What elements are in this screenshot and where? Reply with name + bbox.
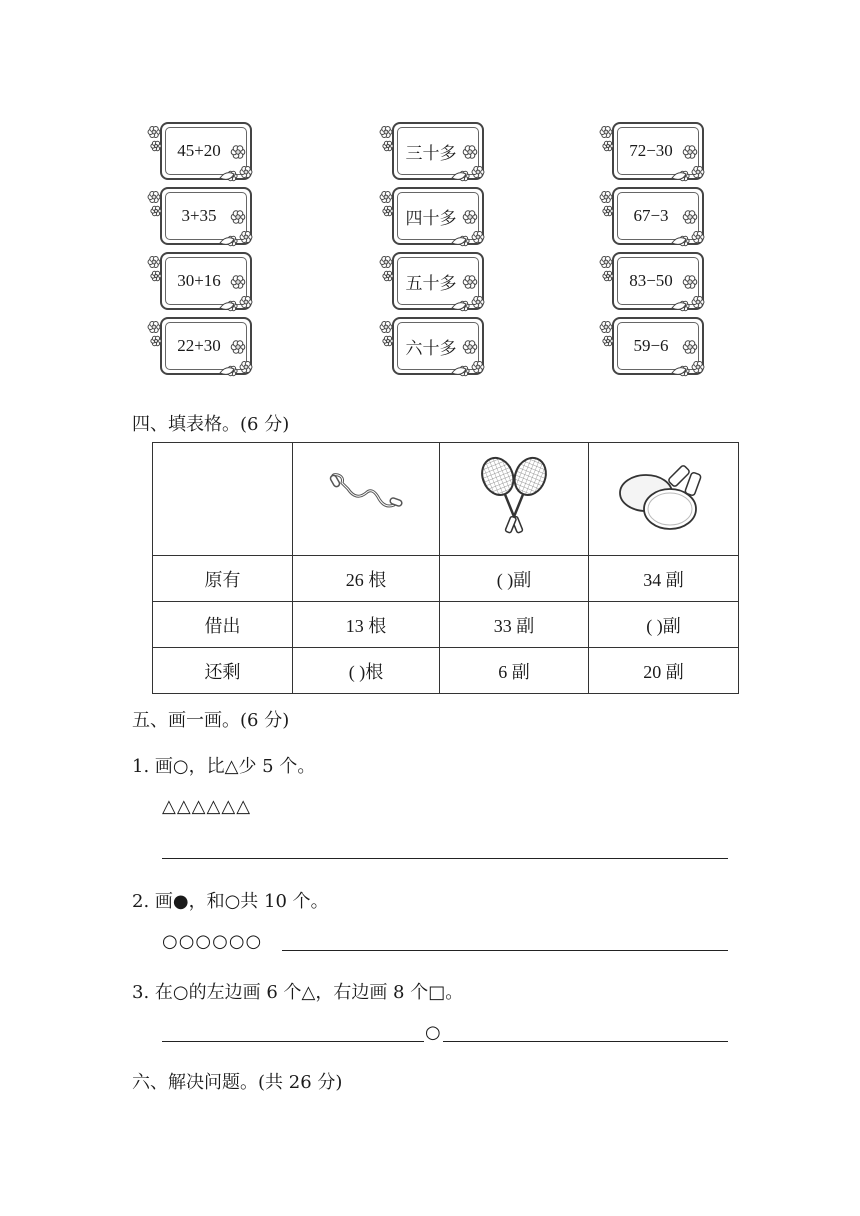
flower-decoration-icon [0,0,860,400]
fill-table [152,442,739,694]
card-text: 四十多 [405,208,457,228]
section-4-title: 四、填表格。(6 分) [132,414,290,435]
jump-rope-icon [326,467,406,527]
card-text: 五十多 [405,273,457,293]
card-text: 59−6 [633,336,669,355]
table-cell: 34 副 [589,556,739,602]
card-text: 三十多 [405,143,457,163]
card-text: 83−50 [629,271,673,290]
center-circle: ○ [425,1022,442,1043]
table-header-cell [293,443,440,556]
card-text: 3+35 [181,206,217,225]
answer-line-1[interactable] [162,858,728,859]
answer-line-3-left[interactable] [162,1041,424,1042]
section-5-title: 五、画一画。(6 分) [132,710,290,731]
row-label: 原有 [153,556,293,602]
section-6-title: 六、解决问题。(共 26 分) [132,1072,343,1093]
card-text: 67−3 [633,206,669,225]
ping-pong-paddles-icon [616,457,712,537]
blank-cell[interactable]: ( )副 [440,556,589,602]
table-corner-cell [153,443,293,556]
badminton-rackets-icon [474,452,554,542]
table-cell: 6 副 [440,648,589,694]
question-3: 3. 在○的左边画 6 个△，右边画 8 个□。 [132,982,464,1003]
answer-line-3-right[interactable] [443,1041,728,1042]
row-label: 借出 [153,602,293,648]
table-cell: 26 根 [293,556,440,602]
table-header-cell [589,443,739,556]
card-text: 30+16 [177,271,221,290]
blank-cell[interactable]: ( )副 [589,602,739,648]
card-text: 六十多 [405,338,457,358]
table-cell: 13 根 [293,602,440,648]
row-label: 还剩 [153,648,293,694]
question-2: 2. 画●，和○共 10 个。 [132,891,329,912]
card-text: 45+20 [177,141,221,160]
card-text: 22+30 [177,336,221,355]
question-1: 1. 画○，比△少 5 个。 [132,756,316,777]
blank-cell[interactable]: ( )根 [293,648,440,694]
answer-line-2[interactable] [282,950,728,951]
circle-row: ○○○○○○ [162,931,263,952]
table-cell: 33 副 [440,602,589,648]
triangle-row: △△△△△△ [162,796,252,817]
table-header-cell [440,443,589,556]
card-text: 72−30 [629,141,673,160]
table-cell: 20 副 [589,648,739,694]
